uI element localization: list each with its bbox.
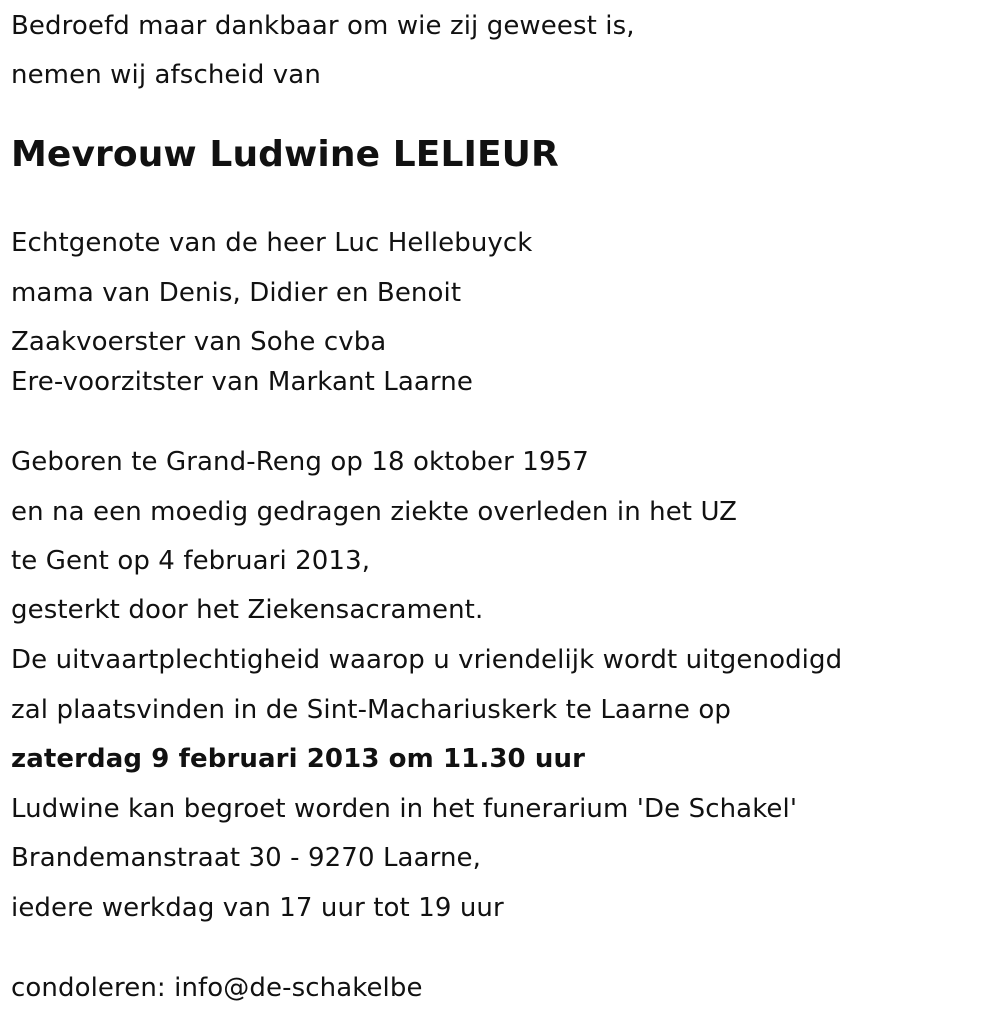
funeral-invitation-1: De uitvaartplechtigheid waarop u vriendelijk wordt uitgenodigd — [11, 645, 843, 675]
intro-line-1: Bedroefd maar dankbaar om wie zij geweest is, — [11, 11, 635, 41]
deceased-name: Mevrouw Ludwine LELIEUR — [11, 134, 559, 175]
death-details-2: te Gent op 4 februari 2013, — [11, 546, 371, 576]
funeral-date: zaterdag 9 februari 2013 om 11.30 uur — [11, 744, 585, 774]
visitation-1: Ludwine kan begroet worden in het funerarium 'De Schakel' — [11, 794, 798, 824]
relation-spouse: Echtgenote van de heer Luc Hellebuyck — [11, 228, 533, 258]
visitation-3: iedere werkdag van 17 uur tot 19 uur — [11, 893, 504, 923]
relation-business: Zaakvoerster van Sohe cvba — [11, 327, 387, 357]
death-details-1: en na een moedig gedragen ziekte overleden in het UZ — [11, 497, 738, 527]
relation-children: mama van Denis, Didier en Benoit — [11, 278, 462, 308]
sacrament-line: gesterkt door het Ziekensacrament. — [11, 595, 484, 625]
funeral-invitation-2: zal plaatsvinden in de Sint-Machariuskerk te Laarne op — [11, 695, 731, 725]
birth-details: Geboren te Grand-Reng op 18 oktober 1957 — [11, 447, 589, 477]
condolences-contact: condoleren: info@de-schakelbe — [11, 973, 423, 1003]
visitation-2: Brandemanstraat 30 - 9270 Laarne, — [11, 843, 481, 873]
intro-line-2: nemen wij afscheid van — [11, 60, 321, 90]
relation-honorary: Ere-voorzitster van Markant Laarne — [11, 367, 473, 397]
